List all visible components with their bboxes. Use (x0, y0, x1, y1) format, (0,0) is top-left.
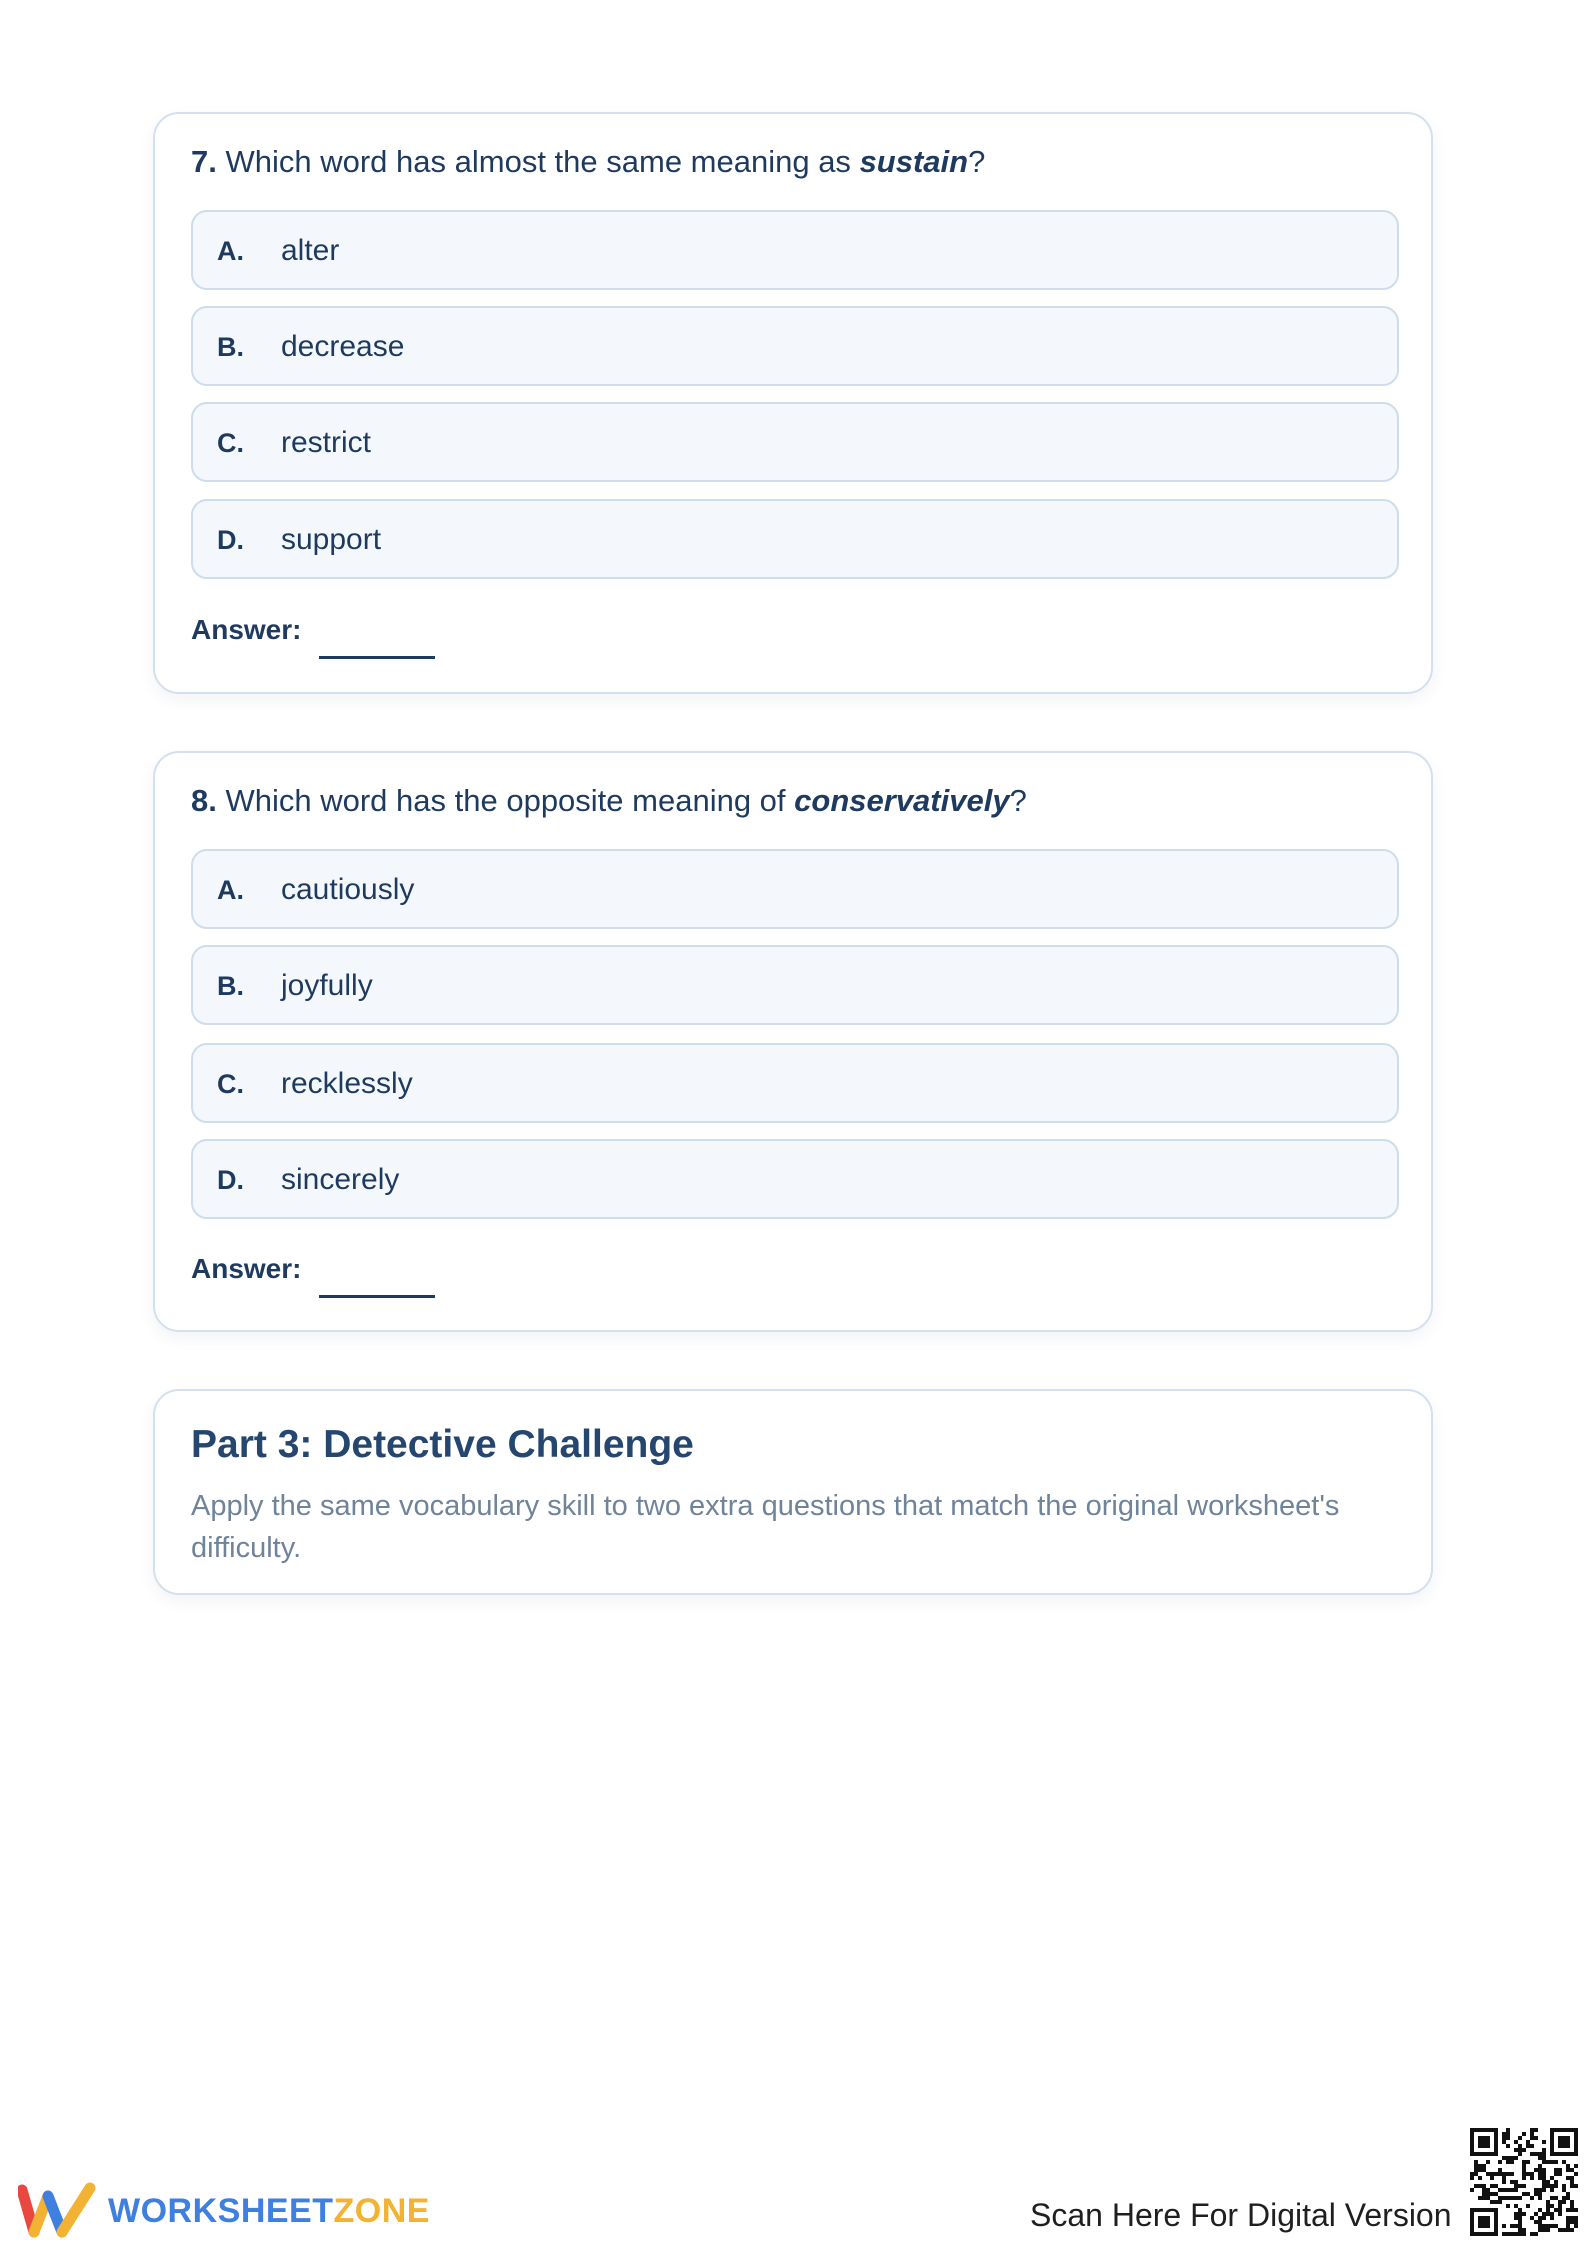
option-letter: D. (217, 1165, 244, 1195)
option-text: cautiously (281, 873, 415, 906)
option-text: support (281, 523, 382, 556)
question-keyword: conservatively (794, 783, 1010, 818)
worksheetzone-w-icon (18, 2182, 98, 2242)
question-card-7 (153, 112, 1433, 694)
option-c[interactable] (191, 1043, 1399, 1123)
answer-label: Answer: (191, 1253, 302, 1284)
option-letter: C. (217, 1069, 244, 1099)
qr-code-icon[interactable] (1470, 2128, 1578, 2236)
option-letter: B. (217, 971, 244, 1001)
option-b[interactable] (191, 945, 1399, 1025)
option-text: recklessly (281, 1067, 413, 1100)
option-c[interactable] (191, 402, 1399, 482)
option-b[interactable] (191, 306, 1399, 386)
logo-word-worksheet: WORKSHEET (108, 2192, 334, 2230)
option-letter: A. (217, 236, 244, 266)
option-text: joyfully (281, 969, 373, 1002)
question-keyword: sustain (859, 144, 969, 179)
question-card-8 (153, 751, 1433, 1332)
question-number: 7. (191, 144, 217, 179)
option-d[interactable] (191, 1139, 1399, 1219)
option-d[interactable] (191, 499, 1399, 579)
answer-label: Answer: (191, 614, 302, 645)
option-text: restrict (281, 426, 371, 459)
option-text: sincerely (281, 1163, 400, 1196)
question-text (191, 144, 985, 180)
option-letter: B. (217, 332, 244, 362)
question-number: 8. (191, 783, 217, 818)
option-text: alter (281, 234, 340, 267)
logo-word-zone: ZONE (333, 2192, 430, 2230)
option-a[interactable] (191, 849, 1399, 929)
logo-text (108, 2192, 430, 2231)
question-suffix: ? (968, 144, 986, 179)
option-text: decrease (281, 330, 405, 363)
answer-blank[interactable] (319, 1295, 435, 1298)
option-a[interactable] (191, 210, 1399, 290)
scan-caption: Scan Here For Digital Version (1030, 2197, 1452, 2233)
section-description: Apply the same vocabulary skill to two extra questions that match the original worksheet's difficulty. (191, 1490, 1340, 1564)
option-letter: A. (217, 875, 244, 905)
option-letter: D. (217, 525, 244, 555)
question-prefix: Which word has the opposite meaning of (225, 783, 786, 818)
section-title: Part 3: Detective Challenge (191, 1423, 694, 1466)
part3-card (153, 1389, 1433, 1595)
option-letter: C. (217, 428, 244, 458)
question-text (191, 783, 1027, 819)
question-suffix: ? (1009, 783, 1027, 818)
answer-blank[interactable] (319, 656, 435, 659)
question-prefix: Which word has almost the same meaning as (225, 144, 851, 179)
